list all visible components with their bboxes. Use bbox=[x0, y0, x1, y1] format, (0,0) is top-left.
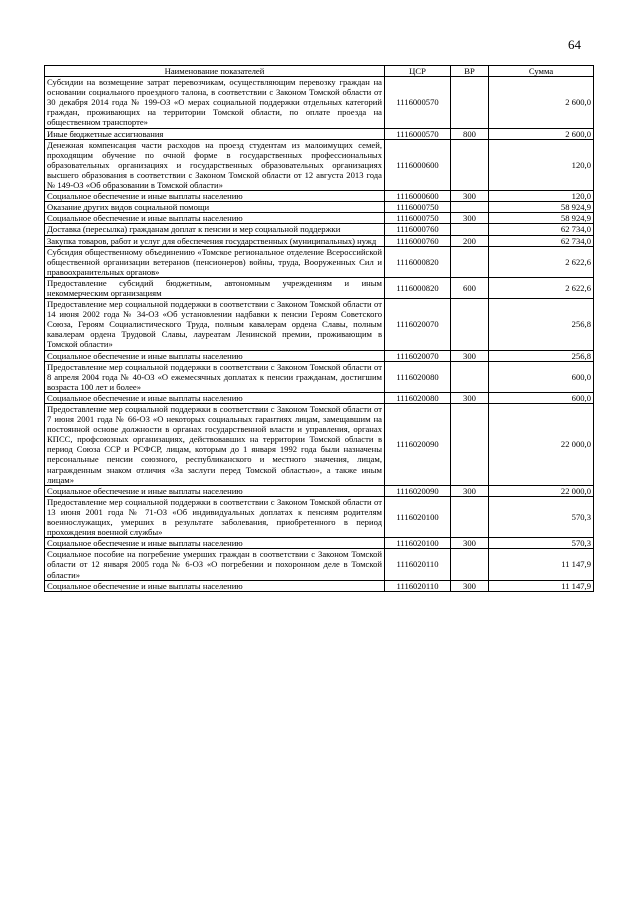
cell-name: Социальное обеспечение и иные выплаты населению bbox=[45, 580, 385, 591]
table-row bbox=[45, 549, 594, 580]
cell-vr: 300 bbox=[451, 213, 489, 224]
cell-sum: 2 600,0 bbox=[489, 128, 594, 139]
cell-csr: 1116000570 bbox=[385, 77, 451, 128]
table-row bbox=[45, 485, 594, 496]
cell-name: Доставка (пересылка) гражданам доплат к пенсии и мер социальной поддержки bbox=[45, 224, 385, 235]
table-body bbox=[45, 77, 594, 592]
table-row bbox=[45, 77, 594, 128]
column-header-csr: ЦСР bbox=[385, 66, 451, 77]
cell-vr bbox=[451, 202, 489, 213]
cell-vr: 300 bbox=[451, 191, 489, 202]
cell-sum: 11 147,9 bbox=[489, 549, 594, 580]
cell-vr bbox=[451, 299, 489, 350]
cell-name: Денежная компенсация части расходов на проезд студентам из малоимущих семей, проходящим обучение по очной форме в государственных профессиональных образовательных организациях и государственных образовательных организациях высшего образования в соответствии с Законом Томской области от 12 августа 2013 года № 149-ОЗ «Об образовании в Томской области» bbox=[45, 139, 385, 190]
cell-csr: 1116000750 bbox=[385, 202, 451, 213]
cell-sum: 256,8 bbox=[489, 299, 594, 350]
table-row bbox=[45, 277, 594, 298]
cell-sum: 2 622,6 bbox=[489, 277, 594, 298]
cell-vr: 300 bbox=[451, 538, 489, 549]
table-row bbox=[45, 246, 594, 277]
cell-sum: 22 000,0 bbox=[489, 485, 594, 496]
cell-csr: 1116000820 bbox=[385, 246, 451, 277]
table-row bbox=[45, 128, 594, 139]
cell-sum: 22 000,0 bbox=[489, 404, 594, 486]
cell-vr: 600 bbox=[451, 277, 489, 298]
cell-sum: 600,0 bbox=[489, 392, 594, 403]
cell-vr: 300 bbox=[451, 485, 489, 496]
cell-csr: 1116020070 bbox=[385, 350, 451, 361]
cell-name: Социальное обеспечение и иные выплаты населению bbox=[45, 485, 385, 496]
cell-sum: 600,0 bbox=[489, 361, 594, 392]
table-row bbox=[45, 235, 594, 246]
cell-csr: 1116000750 bbox=[385, 213, 451, 224]
cell-vr bbox=[451, 361, 489, 392]
cell-vr bbox=[451, 549, 489, 580]
cell-csr: 1116020110 bbox=[385, 580, 451, 591]
table-row bbox=[45, 213, 594, 224]
cell-csr: 1116000600 bbox=[385, 191, 451, 202]
cell-name: Субсидии на возмещение затрат перевозчикам, осуществляющим перевозку граждан на основании социального проездного талона, в соответствии с Законом Томской области от 30 декабря 2014 года № 199-ОЗ «О мерах социальной поддержки отдельных категорий граждан, проживающих на территории Томской области, по оплате проезда на общественном транспорте» bbox=[45, 77, 385, 128]
cell-csr: 1116000570 bbox=[385, 128, 451, 139]
cell-sum: 570,3 bbox=[489, 538, 594, 549]
cell-vr bbox=[451, 246, 489, 277]
cell-sum: 120,0 bbox=[489, 191, 594, 202]
table-row bbox=[45, 191, 594, 202]
cell-name: Социальное обеспечение и иные выплаты населению bbox=[45, 392, 385, 403]
table-row bbox=[45, 496, 594, 537]
cell-sum: 58 924,9 bbox=[489, 213, 594, 224]
cell-name: Социальное пособие на погребение умерших граждан в соответствии с Законом Томской области от 12 января 2005 года № 6-ОЗ «О погребении и похоронном деле в Томской области» bbox=[45, 549, 385, 580]
cell-sum: 570,3 bbox=[489, 496, 594, 537]
cell-name: Социальное обеспечение и иные выплаты населению bbox=[45, 350, 385, 361]
table-row bbox=[45, 404, 594, 486]
cell-name: Предоставление мер социальной поддержки в соответствии с Законом Томской области от 8 апреля 2004 года № 40-ОЗ «О ежемесячных доплатах к пенсии гражданам, достигшим возраста 100 лет и более» bbox=[45, 361, 385, 392]
cell-csr: 1116000820 bbox=[385, 277, 451, 298]
cell-csr: 1116000760 bbox=[385, 235, 451, 246]
table-row bbox=[45, 538, 594, 549]
cell-name: Оказание других видов социальной помощи bbox=[45, 202, 385, 213]
cell-vr: 300 bbox=[451, 350, 489, 361]
cell-vr: 800 bbox=[451, 128, 489, 139]
cell-csr: 1116020100 bbox=[385, 538, 451, 549]
cell-sum: 62 734,0 bbox=[489, 235, 594, 246]
page-number: 64 bbox=[568, 37, 581, 52]
table-row bbox=[45, 139, 594, 190]
cell-vr bbox=[451, 496, 489, 537]
cell-name: Социальное обеспечение и иные выплаты населению bbox=[45, 191, 385, 202]
cell-csr: 1116020080 bbox=[385, 392, 451, 403]
cell-name: Закупка товаров, работ и услуг для обеспечения государственных (муниципальных) нужд bbox=[45, 235, 385, 246]
cell-csr: 1116000600 bbox=[385, 139, 451, 190]
cell-csr: 1116020070 bbox=[385, 299, 451, 350]
cell-csr: 1116020110 bbox=[385, 549, 451, 580]
cell-name: Предоставление субсидий бюджетным, автономным учреждениям и иным некоммерческим организациям bbox=[45, 277, 385, 298]
cell-name: Иные бюджетные ассигнования bbox=[45, 128, 385, 139]
cell-name: Предоставление мер социальной поддержки в соответствии с Законом Томской области от 13 июня 2001 года № 71-ОЗ «Об индивидуальных доплатах к пенсиям родителям военнослужащих, умерших в результате заболевания, приобретенного в период прохождения военной службы» bbox=[45, 496, 385, 537]
cell-sum: 256,8 bbox=[489, 350, 594, 361]
cell-vr bbox=[451, 404, 489, 486]
column-header-sum: Сумма bbox=[489, 66, 594, 77]
cell-csr: 1116000760 bbox=[385, 224, 451, 235]
cell-sum: 11 147,9 bbox=[489, 580, 594, 591]
table-row bbox=[45, 392, 594, 403]
cell-vr bbox=[451, 139, 489, 190]
cell-sum: 2 600,0 bbox=[489, 77, 594, 128]
table-row bbox=[45, 580, 594, 591]
cell-name: Предоставление мер социальной поддержки в соответствии с Законом Томской области от 7 июня 2001 года № 66-ОЗ «О некоторых социальных гарантиях лицам, замещавшим на постоянной основе должности в органах государственной власти и управления, органах КПСС, профсоюзных организациях, действовавших на территории Томской области в период Союза ССР и РСФСР, лицам, которым до 1 января 1992 года были назначены персональные пенсии союзного, республиканского и местного значения, лицам, награжденным знаком отличия «За заслуги перед Томской областью», а также иным лицам» bbox=[45, 404, 385, 486]
table-row bbox=[45, 299, 594, 350]
cell-vr: 200 bbox=[451, 235, 489, 246]
cell-vr: 300 bbox=[451, 580, 489, 591]
cell-name: Социальное обеспечение и иные выплаты населению bbox=[45, 538, 385, 549]
column-header-vr: ВР bbox=[451, 66, 489, 77]
cell-vr bbox=[451, 77, 489, 128]
budget-table bbox=[44, 65, 594, 592]
cell-sum: 58 924,9 bbox=[489, 202, 594, 213]
cell-csr: 1116020090 bbox=[385, 485, 451, 496]
table-row bbox=[45, 350, 594, 361]
cell-csr: 1116020080 bbox=[385, 361, 451, 392]
cell-csr: 1116020090 bbox=[385, 404, 451, 486]
cell-sum: 120,0 bbox=[489, 139, 594, 190]
cell-sum: 2 622,6 bbox=[489, 246, 594, 277]
table-row bbox=[45, 224, 594, 235]
cell-vr: 300 bbox=[451, 392, 489, 403]
cell-name: Предоставление мер социальной поддержки в соответствии с Законом Томской области от 14 июня 2002 года № 34-ОЗ «Об установлении надбавки к пенсии Героям Советского Союза, Героям Социалистического Труда, полным кавалерам ордена Славы, полным кавалерам ордена Трудовой Славы, лауреатам Ленинской премии, проживающим в Томской области» bbox=[45, 299, 385, 350]
table-row bbox=[45, 361, 594, 392]
cell-sum: 62 734,0 bbox=[489, 224, 594, 235]
cell-name: Субсидия общественному объединению «Томское региональное отделение Всероссийской общественной организации ветеранов (пенсионеров) войны, труда, Вооруженных Сил и правоохранительных органов» bbox=[45, 246, 385, 277]
cell-csr: 1116020100 bbox=[385, 496, 451, 537]
table-row bbox=[45, 202, 594, 213]
cell-vr bbox=[451, 224, 489, 235]
cell-name: Социальное обеспечение и иные выплаты населению bbox=[45, 213, 385, 224]
table-header-row bbox=[45, 66, 594, 77]
column-header-name: Наименование показателей bbox=[45, 66, 385, 77]
